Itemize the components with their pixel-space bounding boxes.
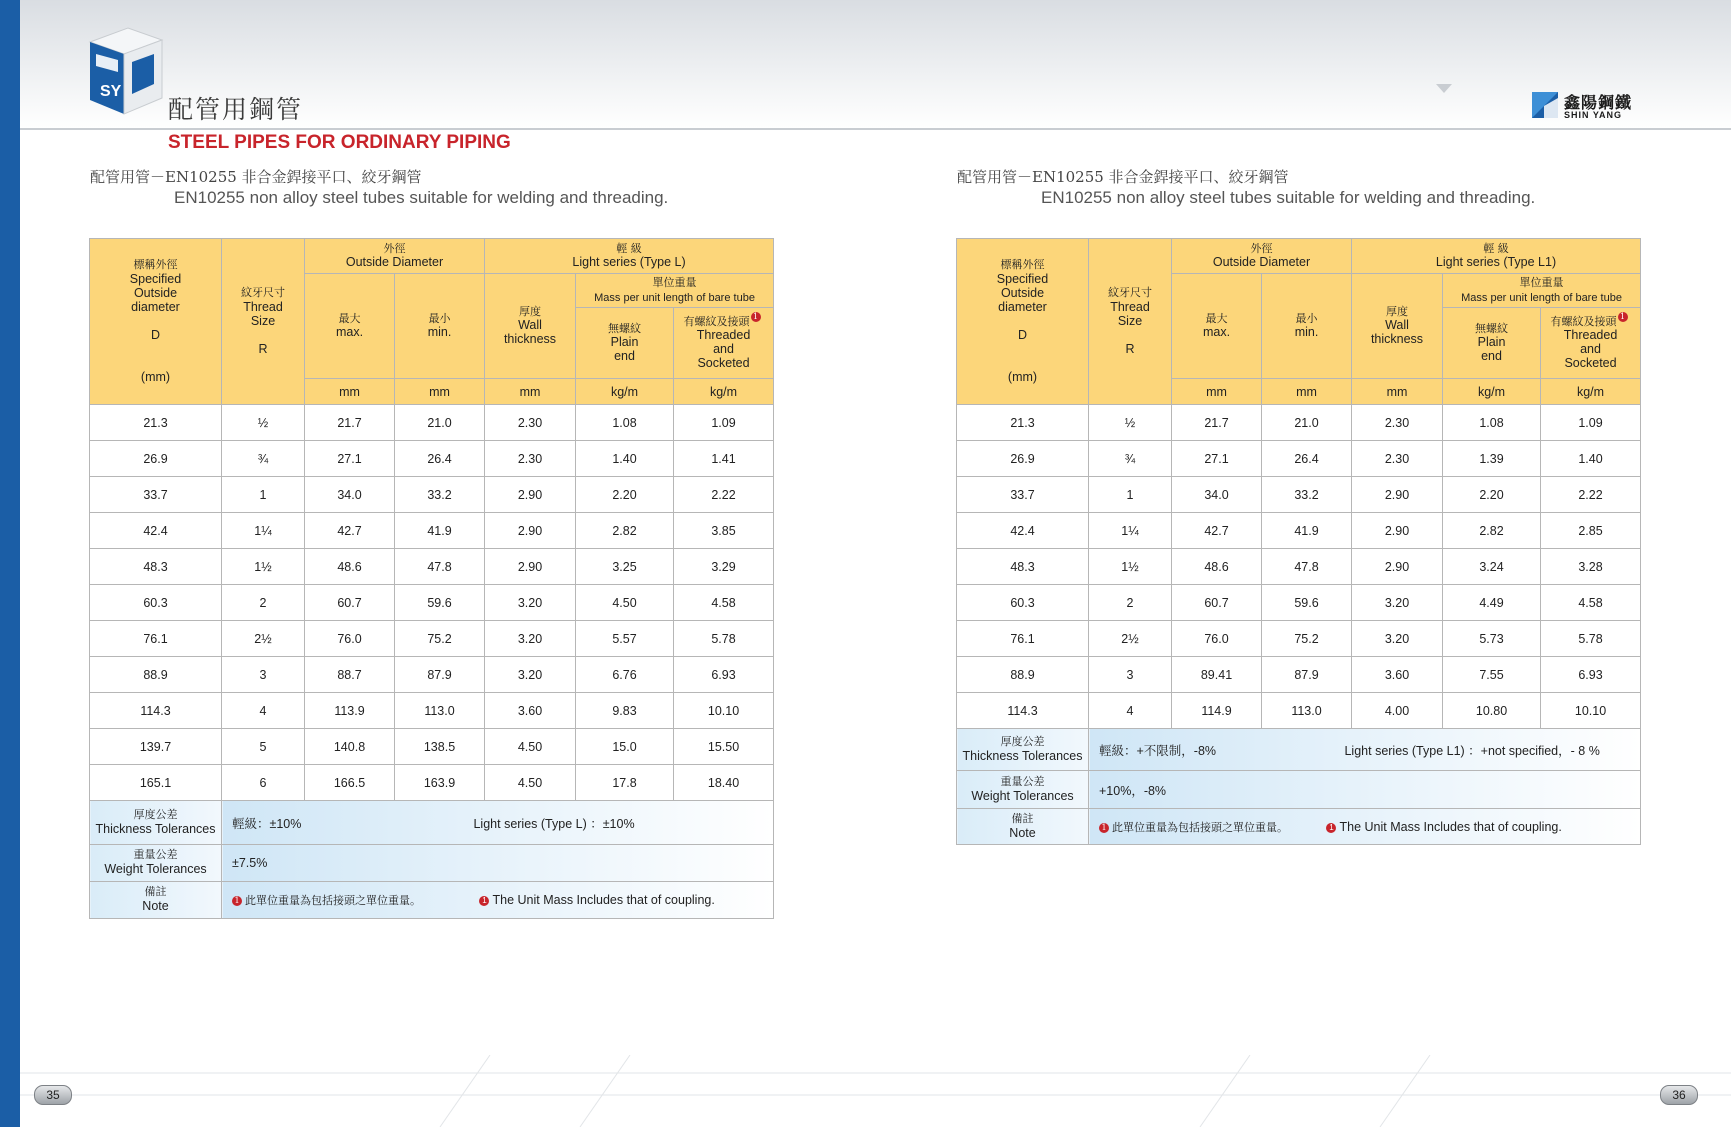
cell-wall-thickness: 3.60 (1352, 657, 1443, 693)
cell-outside-diameter: 139.7 (90, 729, 222, 765)
cell-mass-threaded: 2.22 (1541, 477, 1641, 513)
cell-od-max: 166.5 (305, 765, 395, 801)
header-thread-size: 紋牙尺寸 Thread Size R (1089, 239, 1172, 405)
cell-od-max: 60.7 (1172, 585, 1262, 621)
cell-od-max: 21.7 (1172, 405, 1262, 441)
cell-mass-plain: 15.0 (576, 729, 674, 765)
cell-mass-plain: 1.40 (576, 441, 674, 477)
note-label: 備註 Note (90, 882, 222, 919)
cell-wall-thickness: 3.60 (485, 693, 576, 729)
cell-od-max: 27.1 (1172, 441, 1262, 477)
cell-mass-plain: 5.73 (1443, 621, 1541, 657)
cell-outside-diameter: 48.3 (957, 549, 1089, 585)
cell-thread-size: 2½ (222, 621, 305, 657)
header-specified-od: 標稱外徑 Specified Outside diameter D (mm) (90, 239, 222, 405)
note-marker-icon: 1 (1099, 823, 1109, 833)
cell-od-max: 48.6 (1172, 549, 1262, 585)
cell-od-max: 27.1 (305, 441, 395, 477)
cell-mass-threaded: 1.40 (1541, 441, 1641, 477)
header-plain-end: 無螺紋 Plain end (1443, 308, 1541, 379)
table-row (957, 585, 1641, 621)
cell-thread-size: 1¼ (1089, 513, 1172, 549)
note-marker-icon: 1 (232, 896, 242, 906)
cell-od-min: 33.2 (1262, 477, 1352, 513)
header-outside-diameter: 外徑 Outside Diameter (305, 239, 485, 274)
cell-thread-size: 1½ (1089, 549, 1172, 585)
brand-name-cn: 鑫陽鋼鐵 (1564, 93, 1633, 112)
cell-wall-thickness: 2.90 (485, 477, 576, 513)
cell-wall-thickness: 2.90 (1352, 513, 1443, 549)
cell-wall-thickness: 2.30 (1352, 405, 1443, 441)
cell-od-min: 75.2 (1262, 621, 1352, 657)
thickness-tolerance-value: 輕級：±10% Light series (Type L) ：±10% (222, 801, 774, 845)
weight-tolerance-label: 重量公差 Weight Tolerances (957, 771, 1089, 809)
header-outside-diameter: 外徑 Outside Diameter (1172, 239, 1352, 274)
cell-od-min: 163.9 (395, 765, 485, 801)
cell-od-min: 138.5 (395, 729, 485, 765)
cell-outside-diameter: 60.3 (90, 585, 222, 621)
cell-outside-diameter: 76.1 (90, 621, 222, 657)
decorative-bottom-lines (20, 1055, 1731, 1127)
cell-thread-size: 3 (1089, 657, 1172, 693)
cell-mass-threaded: 18.40 (674, 765, 774, 801)
table-row (957, 621, 1641, 657)
cell-outside-diameter: 48.3 (90, 549, 222, 585)
cell-mass-threaded: 3.29 (674, 549, 774, 585)
cell-thread-size: 6 (222, 765, 305, 801)
unit-wall: mm (485, 379, 576, 405)
cell-mass-threaded: 5.78 (674, 621, 774, 657)
header-max: 最大 max. (1172, 274, 1262, 379)
cell-od-max: 113.9 (305, 693, 395, 729)
table-row (957, 441, 1641, 477)
thickness-tolerance-value: 輕級：+不限制，-8% Light series (Type L1) ：+not specified，- 8 % (1089, 729, 1641, 771)
cell-outside-diameter: 88.9 (957, 657, 1089, 693)
cell-outside-diameter: 42.4 (90, 513, 222, 549)
table-row (90, 657, 774, 693)
cell-mass-plain: 1.08 (576, 405, 674, 441)
cell-od-min: 47.8 (1262, 549, 1352, 585)
cell-od-max: 48.6 (305, 549, 395, 585)
cell-od-min: 59.6 (1262, 585, 1352, 621)
cell-wall-thickness: 3.20 (485, 657, 576, 693)
logo-letters: SY (100, 83, 122, 100)
cell-mass-plain: 1.39 (1443, 441, 1541, 477)
cell-thread-size: 2 (1089, 585, 1172, 621)
cell-wall-thickness: 2.30 (1352, 441, 1443, 477)
unit-wall: mm (1352, 379, 1443, 405)
cell-thread-size: ½ (1089, 405, 1172, 441)
cell-outside-diameter: 26.9 (957, 441, 1089, 477)
cell-od-max: 76.0 (305, 621, 395, 657)
cell-mass-plain: 2.82 (576, 513, 674, 549)
cell-thread-size: 1 (1089, 477, 1172, 513)
table-row (957, 693, 1641, 729)
table-row (957, 657, 1641, 693)
cell-od-min: 21.0 (1262, 405, 1352, 441)
cell-mass-threaded: 6.93 (1541, 657, 1641, 693)
table-row (957, 405, 1641, 441)
note-marker-icon: 1 (1618, 312, 1628, 322)
cell-od-max: 34.0 (1172, 477, 1262, 513)
spine-marker (1436, 84, 1452, 93)
right-subtitle-cn: 配管用管－EN10255 非合金銲接平口、絞牙鋼管 (957, 168, 1289, 186)
header-min: 最小 min. (395, 274, 485, 379)
cell-od-min: 59.6 (395, 585, 485, 621)
header-mass-per-length: 單位重量 Mass per unit length of bare tube (1443, 274, 1641, 308)
cell-mass-threaded: 3.28 (1541, 549, 1641, 585)
unit-max: mm (305, 379, 395, 405)
table-row (957, 513, 1641, 549)
cell-mass-threaded: 5.78 (1541, 621, 1641, 657)
page-number-left: 35 (34, 1085, 72, 1105)
cell-mass-plain: 3.25 (576, 549, 674, 585)
cell-thread-size: ½ (222, 405, 305, 441)
sy-cube-logo-icon (84, 24, 166, 116)
note-marker-icon: 1 (751, 312, 761, 322)
cell-mass-plain: 1.08 (1443, 405, 1541, 441)
thickness-tolerance-label: 厚度公差 Thickness Tolerances (957, 729, 1089, 771)
header-divider (20, 128, 1731, 130)
table-row (90, 765, 774, 801)
cell-thread-size: 4 (222, 693, 305, 729)
unit-min: mm (1262, 379, 1352, 405)
cell-od-max: 114.9 (1172, 693, 1262, 729)
cell-thread-size: 2 (222, 585, 305, 621)
cell-mass-threaded: 4.58 (674, 585, 774, 621)
cell-wall-thickness: 3.20 (1352, 585, 1443, 621)
cell-od-min: 41.9 (395, 513, 485, 549)
cell-od-max: 140.8 (305, 729, 395, 765)
table-row (957, 549, 1641, 585)
cell-thread-size: 1½ (222, 549, 305, 585)
cell-mass-threaded: 2.85 (1541, 513, 1641, 549)
cell-wall-thickness: 2.90 (1352, 549, 1443, 585)
cell-od-min: 33.2 (395, 477, 485, 513)
note-marker-icon: 1 (479, 896, 489, 906)
brand-mark-icon (1532, 92, 1558, 118)
cell-mass-plain: 10.80 (1443, 693, 1541, 729)
left-spec-table (89, 238, 774, 919)
cell-outside-diameter: 60.3 (957, 585, 1089, 621)
cell-mass-plain: 5.57 (576, 621, 674, 657)
weight-tolerance-value: ±7.5% (222, 845, 774, 882)
cell-mass-threaded: 1.09 (1541, 405, 1641, 441)
cell-mass-plain: 9.83 (576, 693, 674, 729)
cell-mass-plain: 2.20 (1443, 477, 1541, 513)
cell-wall-thickness: 3.20 (485, 621, 576, 657)
cell-od-min: 26.4 (395, 441, 485, 477)
cell-od-max: 34.0 (305, 477, 395, 513)
cell-thread-size: 2½ (1089, 621, 1172, 657)
cell-od-max: 42.7 (1172, 513, 1262, 549)
cell-od-max: 42.7 (305, 513, 395, 549)
cell-outside-diameter: 114.3 (957, 693, 1089, 729)
header-threaded-socketed: 有螺紋及接頭 1 Threaded and Socketed (674, 308, 774, 379)
unit-plain: kg/m (576, 379, 674, 405)
cell-wall-thickness: 3.20 (485, 585, 576, 621)
cell-wall-thickness: 2.90 (1352, 477, 1443, 513)
cell-od-min: 21.0 (395, 405, 485, 441)
cell-mass-plain: 3.24 (1443, 549, 1541, 585)
header-plain-end: 無螺紋 Plain end (576, 308, 674, 379)
cell-thread-size: 4 (1089, 693, 1172, 729)
left-subtitle-en: EN10255 non alloy steel tubes suitable for welding and threading. (174, 188, 669, 207)
header-light-series: 輕 級 Light series (Type L) (485, 239, 774, 274)
table-row (90, 477, 774, 513)
cell-thread-size: ¾ (222, 441, 305, 477)
cell-od-min: 113.0 (1262, 693, 1352, 729)
header-wall-thickness: 厚度 Wall thickness (1352, 274, 1443, 379)
cell-outside-diameter: 76.1 (957, 621, 1089, 657)
cell-mass-plain: 2.20 (576, 477, 674, 513)
header-min: 最小 min. (1262, 274, 1352, 379)
table-row (90, 585, 774, 621)
weight-tolerance-value: +10%，-8% (1089, 771, 1641, 809)
cell-outside-diameter: 26.9 (90, 441, 222, 477)
header-light-series: 輕 級 Light series (Type L1) (1352, 239, 1641, 274)
page-title-en: STEEL PIPES FOR ORDINARY PIPING (168, 132, 511, 153)
table-row (90, 729, 774, 765)
table-row (90, 441, 774, 477)
cell-od-max: 21.7 (305, 405, 395, 441)
table-row (957, 477, 1641, 513)
cell-outside-diameter: 33.7 (90, 477, 222, 513)
header-wall-thickness: 厚度 Wall thickness (485, 274, 576, 379)
table-row (90, 405, 774, 441)
unit-max: mm (1172, 379, 1262, 405)
cell-thread-size: ¾ (1089, 441, 1172, 477)
page-number-right: 36 (1660, 1085, 1698, 1105)
cell-outside-diameter: 21.3 (90, 405, 222, 441)
cell-mass-threaded: 3.85 (674, 513, 774, 549)
cell-wall-thickness: 3.20 (1352, 621, 1443, 657)
cell-od-min: 87.9 (1262, 657, 1352, 693)
cell-mass-plain: 4.49 (1443, 585, 1541, 621)
cell-wall-thickness: 2.90 (485, 549, 576, 585)
note-marker-icon: 1 (1326, 823, 1336, 833)
cell-od-min: 87.9 (395, 657, 485, 693)
left-subtitle-cn: 配管用管－EN10255 非合金銲接平口、絞牙鋼管 (90, 168, 422, 186)
cell-outside-diameter: 114.3 (90, 693, 222, 729)
cell-mass-threaded: 1.41 (674, 441, 774, 477)
unit-plain: kg/m (1443, 379, 1541, 405)
table-row (90, 549, 774, 585)
header-mass-per-length: 單位重量 Mass per unit length of bare tube (576, 274, 774, 308)
header-thread-size: 紋牙尺寸 Thread Size R (222, 239, 305, 405)
cell-mass-plain: 4.50 (576, 585, 674, 621)
note-value: 1 此單位重量為包括接頭之單位重量。 1 The Unit Mass Includes that of coupling. (222, 882, 774, 919)
weight-tolerance-label: 重量公差 Weight Tolerances (90, 845, 222, 882)
cell-wall-thickness: 4.00 (1352, 693, 1443, 729)
cell-outside-diameter: 33.7 (957, 477, 1089, 513)
cell-thread-size: 5 (222, 729, 305, 765)
cell-mass-plain: 2.82 (1443, 513, 1541, 549)
cell-outside-diameter: 88.9 (90, 657, 222, 693)
header-threaded-socketed: 有螺紋及接頭 1 Threaded and Socketed (1541, 308, 1641, 379)
note-label: 備註 Note (957, 809, 1089, 845)
thickness-tolerance-label: 厚度公差 Thickness Tolerances (90, 801, 222, 845)
unit-threaded: kg/m (1541, 379, 1641, 405)
cell-wall-thickness: 2.30 (485, 441, 576, 477)
cell-od-max: 60.7 (305, 585, 395, 621)
brand-logo (1532, 90, 1672, 122)
page-title-cn: 配管用鋼管 (168, 95, 304, 124)
cell-outside-diameter: 42.4 (957, 513, 1089, 549)
cell-mass-threaded: 6.93 (674, 657, 774, 693)
cell-od-max: 89.41 (1172, 657, 1262, 693)
cell-od-min: 113.0 (395, 693, 485, 729)
left-accent-bar (0, 0, 20, 1127)
header-specified-od: 標稱外徑 Specified Outside diameter D (mm) (957, 239, 1089, 405)
cell-mass-threaded: 4.58 (1541, 585, 1641, 621)
cell-thread-size: 1 (222, 477, 305, 513)
unit-min: mm (395, 379, 485, 405)
right-spec-table (956, 238, 1641, 845)
cell-wall-thickness: 4.50 (485, 765, 576, 801)
cell-outside-diameter: 21.3 (957, 405, 1089, 441)
cell-outside-diameter: 165.1 (90, 765, 222, 801)
cell-mass-threaded: 10.10 (674, 693, 774, 729)
cell-od-max: 76.0 (1172, 621, 1262, 657)
cell-wall-thickness: 4.50 (485, 729, 576, 765)
cell-mass-threaded: 1.09 (674, 405, 774, 441)
cell-od-min: 26.4 (1262, 441, 1352, 477)
cell-mass-plain: 7.55 (1443, 657, 1541, 693)
cell-wall-thickness: 2.30 (485, 405, 576, 441)
cell-wall-thickness: 2.90 (485, 513, 576, 549)
cell-mass-plain: 6.76 (576, 657, 674, 693)
cell-mass-plain: 17.8 (576, 765, 674, 801)
right-subtitle-en: EN10255 non alloy steel tubes suitable for welding and threading. (1041, 188, 1536, 207)
cell-od-min: 75.2 (395, 621, 485, 657)
table-row (90, 513, 774, 549)
cell-od-max: 88.7 (305, 657, 395, 693)
header-max: 最大 max. (305, 274, 395, 379)
cell-mass-threaded: 2.22 (674, 477, 774, 513)
unit-threaded: kg/m (674, 379, 774, 405)
brand-name-en: SHIN YANG (1564, 110, 1623, 120)
cell-mass-threaded: 15.50 (674, 729, 774, 765)
cell-thread-size: 1¼ (222, 513, 305, 549)
note-value: 1 此單位重量為包括接頭之單位重量。 1 The Unit Mass Includes that of coupling. (1089, 809, 1641, 845)
table-row (90, 621, 774, 657)
cell-thread-size: 3 (222, 657, 305, 693)
cell-od-min: 47.8 (395, 549, 485, 585)
cell-od-min: 41.9 (1262, 513, 1352, 549)
cell-mass-threaded: 10.10 (1541, 693, 1641, 729)
table-row (90, 693, 774, 729)
